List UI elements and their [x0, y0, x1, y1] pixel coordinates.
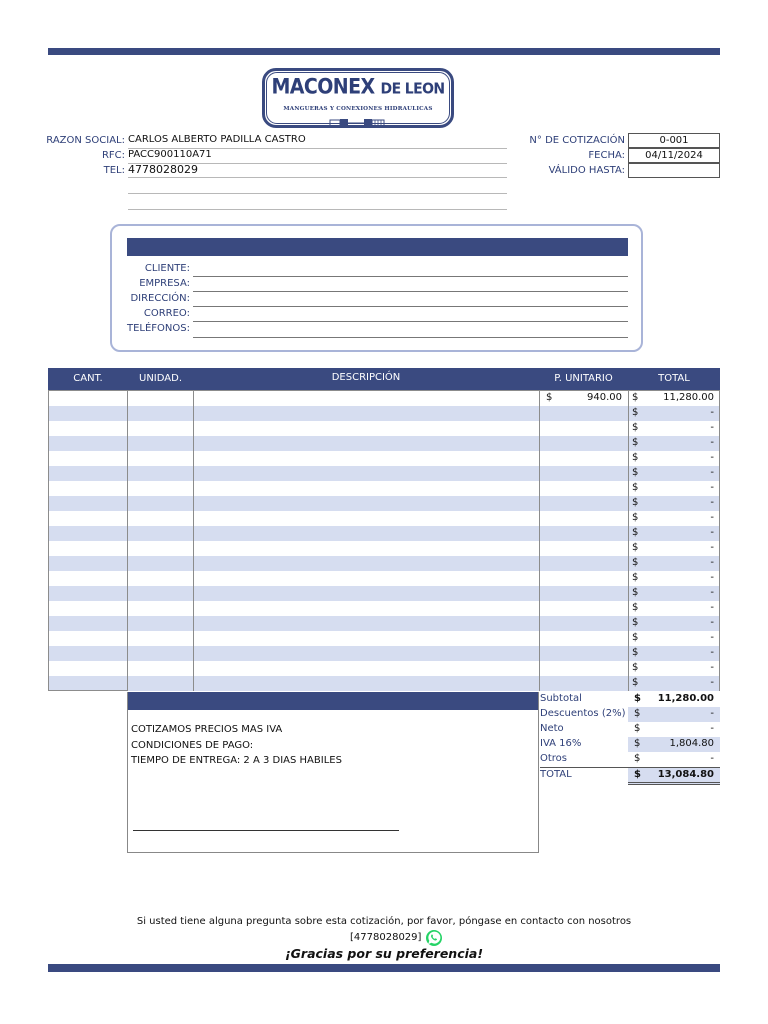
neto-currency: $	[634, 723, 641, 734]
empresa-field	[193, 291, 628, 292]
top-bar	[48, 48, 720, 55]
table-row	[48, 421, 720, 436]
razon-social-label: RAZON SOCIAL:	[46, 135, 125, 146]
neto-value: -	[710, 723, 714, 734]
unit-price-currency: $	[546, 392, 553, 403]
table-right-border	[719, 390, 720, 691]
logo-tagline: MANGUERAS Y CONEXIONES HIDRAULICAS	[283, 106, 433, 112]
row-total-currency: $	[632, 527, 639, 538]
otros-value: -	[710, 753, 714, 764]
table-row	[48, 586, 720, 601]
total-value: 13,084.80	[657, 769, 714, 780]
row-total-value: -	[710, 572, 714, 583]
footer-phone: [4778028029]	[350, 932, 422, 943]
table-row	[48, 451, 720, 466]
col-total-header: TOTAL	[658, 373, 690, 384]
table-row	[48, 436, 720, 451]
row-total-value: -	[710, 482, 714, 493]
row-total-currency: $	[632, 497, 639, 508]
telefonos-label: TELÉFONOS:	[126, 323, 190, 334]
otros-label: Otros	[540, 753, 568, 764]
row-total-value: -	[710, 437, 714, 448]
table-row	[48, 676, 720, 691]
footer-thanks: ¡Gracias por su preferencia!	[284, 946, 484, 961]
row-total-currency: $	[632, 407, 639, 418]
quote-valid-label: VÁLIDO HASTA:	[548, 165, 625, 176]
row-total-value: -	[710, 512, 714, 523]
note-iva: COTIZAMOS PRECIOS MAS IVA	[131, 724, 283, 735]
row-total-value: -	[710, 542, 714, 553]
logo-brand	[262, 75, 454, 99]
hose-fitting-icon	[328, 116, 388, 130]
row-total-value: -	[710, 452, 714, 463]
table-row	[48, 406, 720, 421]
rfc-value	[128, 149, 507, 164]
row-total-currency: $	[632, 437, 639, 448]
row-total-currency: $	[632, 587, 639, 598]
razon-social-text: CARLOS ALBERTO PADILLA CASTRO	[128, 134, 306, 145]
table-bottom-border-left	[48, 690, 128, 691]
table-row	[48, 481, 720, 496]
quote-valid-value	[628, 163, 720, 178]
iva-value: 1,804.80	[669, 738, 714, 749]
tel-value	[128, 163, 507, 178]
otros-currency: $	[634, 753, 641, 764]
row-total-currency: $	[632, 482, 639, 493]
row-total-currency: $	[632, 422, 639, 433]
row-total-value: -	[710, 662, 714, 673]
row-total-currency: $	[632, 512, 639, 523]
row-total-value: -	[710, 557, 714, 568]
table-row	[48, 661, 720, 676]
razon-social-value	[128, 134, 507, 149]
row-total-currency: $	[632, 557, 639, 568]
table-row	[48, 541, 720, 556]
table-row	[48, 646, 720, 661]
descuentos-value: -	[710, 708, 714, 719]
client-header-bar	[127, 238, 628, 256]
col-unitario-header: P. UNITARIO	[554, 373, 613, 384]
total-currency: $	[634, 769, 641, 780]
divider-cant	[127, 390, 128, 691]
cliente-label: CLIENTE:	[144, 263, 190, 274]
row-total-currency: $	[632, 542, 639, 553]
row-total-currency: $	[632, 662, 639, 673]
table-left-border	[48, 390, 49, 691]
quote-number-value: 0-001	[628, 133, 720, 148]
row-total-value: -	[710, 422, 714, 433]
col-descripcion-header: DESCRIPCIÓN	[331, 372, 401, 383]
row-total-currency: $	[632, 647, 639, 658]
row-total-currency: $	[632, 452, 639, 463]
row-total-value: -	[710, 497, 714, 508]
total-label: TOTAL	[540, 769, 572, 780]
table-row	[48, 631, 720, 646]
subtotal-currency: $	[634, 693, 641, 704]
table-row	[48, 466, 720, 481]
row-total-currency: $	[632, 632, 639, 643]
table-row	[48, 526, 720, 541]
row-total-currency: $	[632, 392, 639, 403]
row-total-value: -	[710, 587, 714, 598]
row-total-currency: $	[632, 677, 639, 688]
unit-price-value: 940.00	[587, 392, 622, 403]
table-row	[48, 496, 720, 511]
col-unidad-header: UNIDAD.	[139, 373, 182, 384]
row-total-value: -	[710, 602, 714, 613]
tel-text: 4778028029	[128, 163, 198, 176]
subtotal-label: Subtotal	[540, 693, 582, 704]
row-total-currency: $	[632, 617, 639, 628]
rfc-text: PACC900110A71	[128, 149, 212, 160]
iva-label: IVA 16%	[540, 738, 582, 749]
row-total-value: -	[710, 677, 714, 688]
note-payment: CONDICIONES DE PAGO:	[131, 740, 254, 751]
row-total-currency: $	[632, 572, 639, 583]
notes-box	[127, 692, 539, 853]
descuentos-label: Descuentos (2%)	[540, 708, 626, 719]
quote-number-label: N° DE COTIZACIÓN	[529, 135, 625, 146]
row-total-value: -	[710, 647, 714, 658]
telefonos-field	[193, 337, 628, 338]
row-total-value: -	[710, 617, 714, 628]
table-row	[48, 511, 720, 526]
direccion-label: DIRECCIÓN:	[130, 293, 190, 304]
note-delivery: TIEMPO DE ENTREGA: 2 A 3 DIAS HABILES	[131, 755, 342, 766]
bottom-bar	[48, 964, 720, 972]
cliente-field	[193, 276, 628, 277]
direccion-field	[193, 306, 628, 307]
table-top-border	[48, 390, 720, 391]
quote-date-value: 04/11/2024	[628, 148, 720, 163]
quote-date-label: FECHA:	[588, 150, 625, 161]
table-row	[48, 556, 720, 571]
row-total-value: -	[710, 407, 714, 418]
row-total-value: -	[710, 632, 714, 643]
row-total-currency: $	[632, 467, 639, 478]
empresa-label: EMPRESA:	[139, 278, 190, 289]
row-total-value: -	[710, 467, 714, 478]
table-row	[48, 616, 720, 631]
row-total-value: -	[710, 527, 714, 538]
row-total-currency: $	[632, 602, 639, 613]
row-total-value: 11,280.00	[663, 392, 714, 403]
footer-message: Si usted tiene alguna pregunta sobre esta cotización, por favor, póngase en contacto con nosotros	[136, 916, 632, 927]
divider-descripcion	[539, 390, 540, 691]
neto-label: Neto	[540, 723, 564, 734]
correo-label: CORREO:	[143, 308, 190, 319]
divider-unitario	[628, 390, 629, 691]
logo-brand-secondary: DE LEON	[380, 80, 445, 98]
tel-label: TEL:	[103, 165, 125, 176]
table-row	[48, 571, 720, 586]
iva-currency: $	[634, 738, 641, 749]
subtotal-value: 11,280.00	[657, 693, 714, 704]
divider-unidad	[193, 390, 194, 691]
extra-line-1	[128, 179, 507, 194]
signature-line	[133, 830, 399, 831]
notes-header-bar	[128, 692, 538, 710]
descuentos-currency: $	[634, 708, 641, 719]
correo-field	[193, 321, 628, 322]
logo-brand-main: MACONEX	[271, 74, 375, 100]
col-cant-header: CANT.	[73, 373, 103, 384]
rfc-label: RFC:	[101, 150, 125, 161]
extra-line-2	[128, 195, 507, 210]
table-row	[48, 601, 720, 616]
whatsapp-icon[interactable]	[425, 929, 443, 947]
